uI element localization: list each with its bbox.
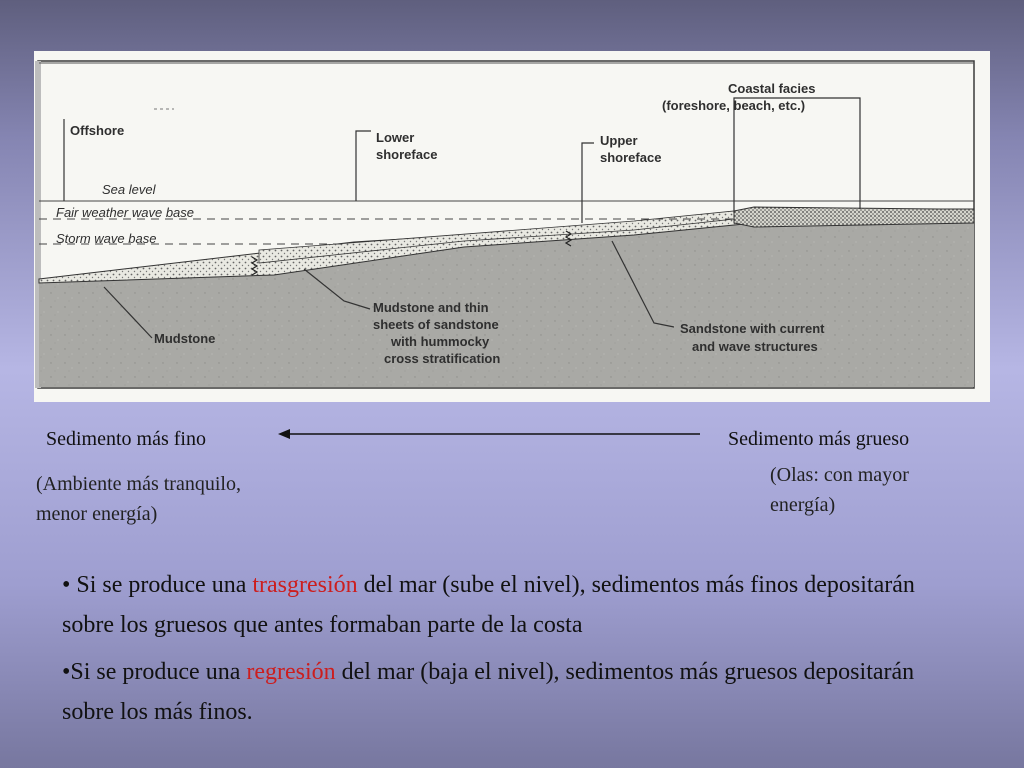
wave-note-line-1: (Olas: con mayor xyxy=(770,464,909,486)
finer-sediment-caption: Sedimento más fino xyxy=(46,428,206,450)
transgression-text-start: • Si se produce una xyxy=(62,572,253,598)
transgression-term: trasgresión xyxy=(252,572,358,598)
regression-text-end: del mar (baja el nivel), sedimentos más gruesos depositarán sobre los más finos. xyxy=(62,659,915,725)
upper-shoreface-bracket xyxy=(582,143,594,223)
upper-shoreface-label-1: Upper xyxy=(600,133,638,148)
coarser-sediment-caption: Sedimento más grueso xyxy=(728,428,910,450)
coastal-facies-bracket xyxy=(734,98,860,213)
shoreface-facies-diagram xyxy=(34,51,990,402)
mudstone-sheets-label-1: Mudstone and thin xyxy=(373,300,489,315)
wave-energy-note xyxy=(770,460,909,520)
mudstone-sheets-label-4: cross stratification xyxy=(384,351,501,366)
lower-shoreface-label-2: shoreface xyxy=(376,147,438,162)
sandstone-label-2: and wave structures xyxy=(692,339,818,354)
arrow-head xyxy=(278,429,290,439)
coastal-facies-label-2: (foreshore, beach, etc.) xyxy=(662,98,806,113)
fair-weather-wave-base-label: Fair weather wave base xyxy=(56,205,195,220)
calm-note-line-1: (Ambiente más tranquilo, xyxy=(36,473,241,495)
regression-bullet xyxy=(62,652,962,732)
transgression-bullet xyxy=(62,565,962,645)
regression-term: regresión xyxy=(246,659,336,685)
regression-text-start: •Si se produce una xyxy=(62,659,247,685)
mudstone-sheets-label-2: sheets of sandstone xyxy=(373,317,499,332)
facies-cross-section xyxy=(34,51,990,402)
upper-shoreface-label-2: shoreface xyxy=(600,150,662,165)
coastal-facies-label-1: Coastal facies xyxy=(728,81,816,96)
mudstone-sheets-label-3: with hummocky xyxy=(391,334,490,349)
sandstone-label-1: Sandstone with current xyxy=(680,321,825,336)
sea-level-label: Sea level xyxy=(102,182,156,197)
mudstone-label: Mudstone xyxy=(154,331,216,346)
transgression-text-end: del mar (sube el nivel), sedimentos más finos depositarán sobre los gruesos que antes formaban parte de la costa xyxy=(62,572,915,638)
calm-note-line-2: menor energía) xyxy=(36,503,158,525)
storm-wave-base-label: Storm wave base xyxy=(56,231,157,246)
grain-size-arrow xyxy=(276,426,706,442)
offshore-label: Offshore xyxy=(70,123,125,138)
wave-note-line-2: energía) xyxy=(770,494,836,516)
lower-shoreface-label-1: Lower xyxy=(376,130,415,145)
coastal-facies-sand xyxy=(734,207,974,227)
lower-shoreface-bracket xyxy=(356,131,371,201)
calm-environment-note xyxy=(36,469,241,529)
